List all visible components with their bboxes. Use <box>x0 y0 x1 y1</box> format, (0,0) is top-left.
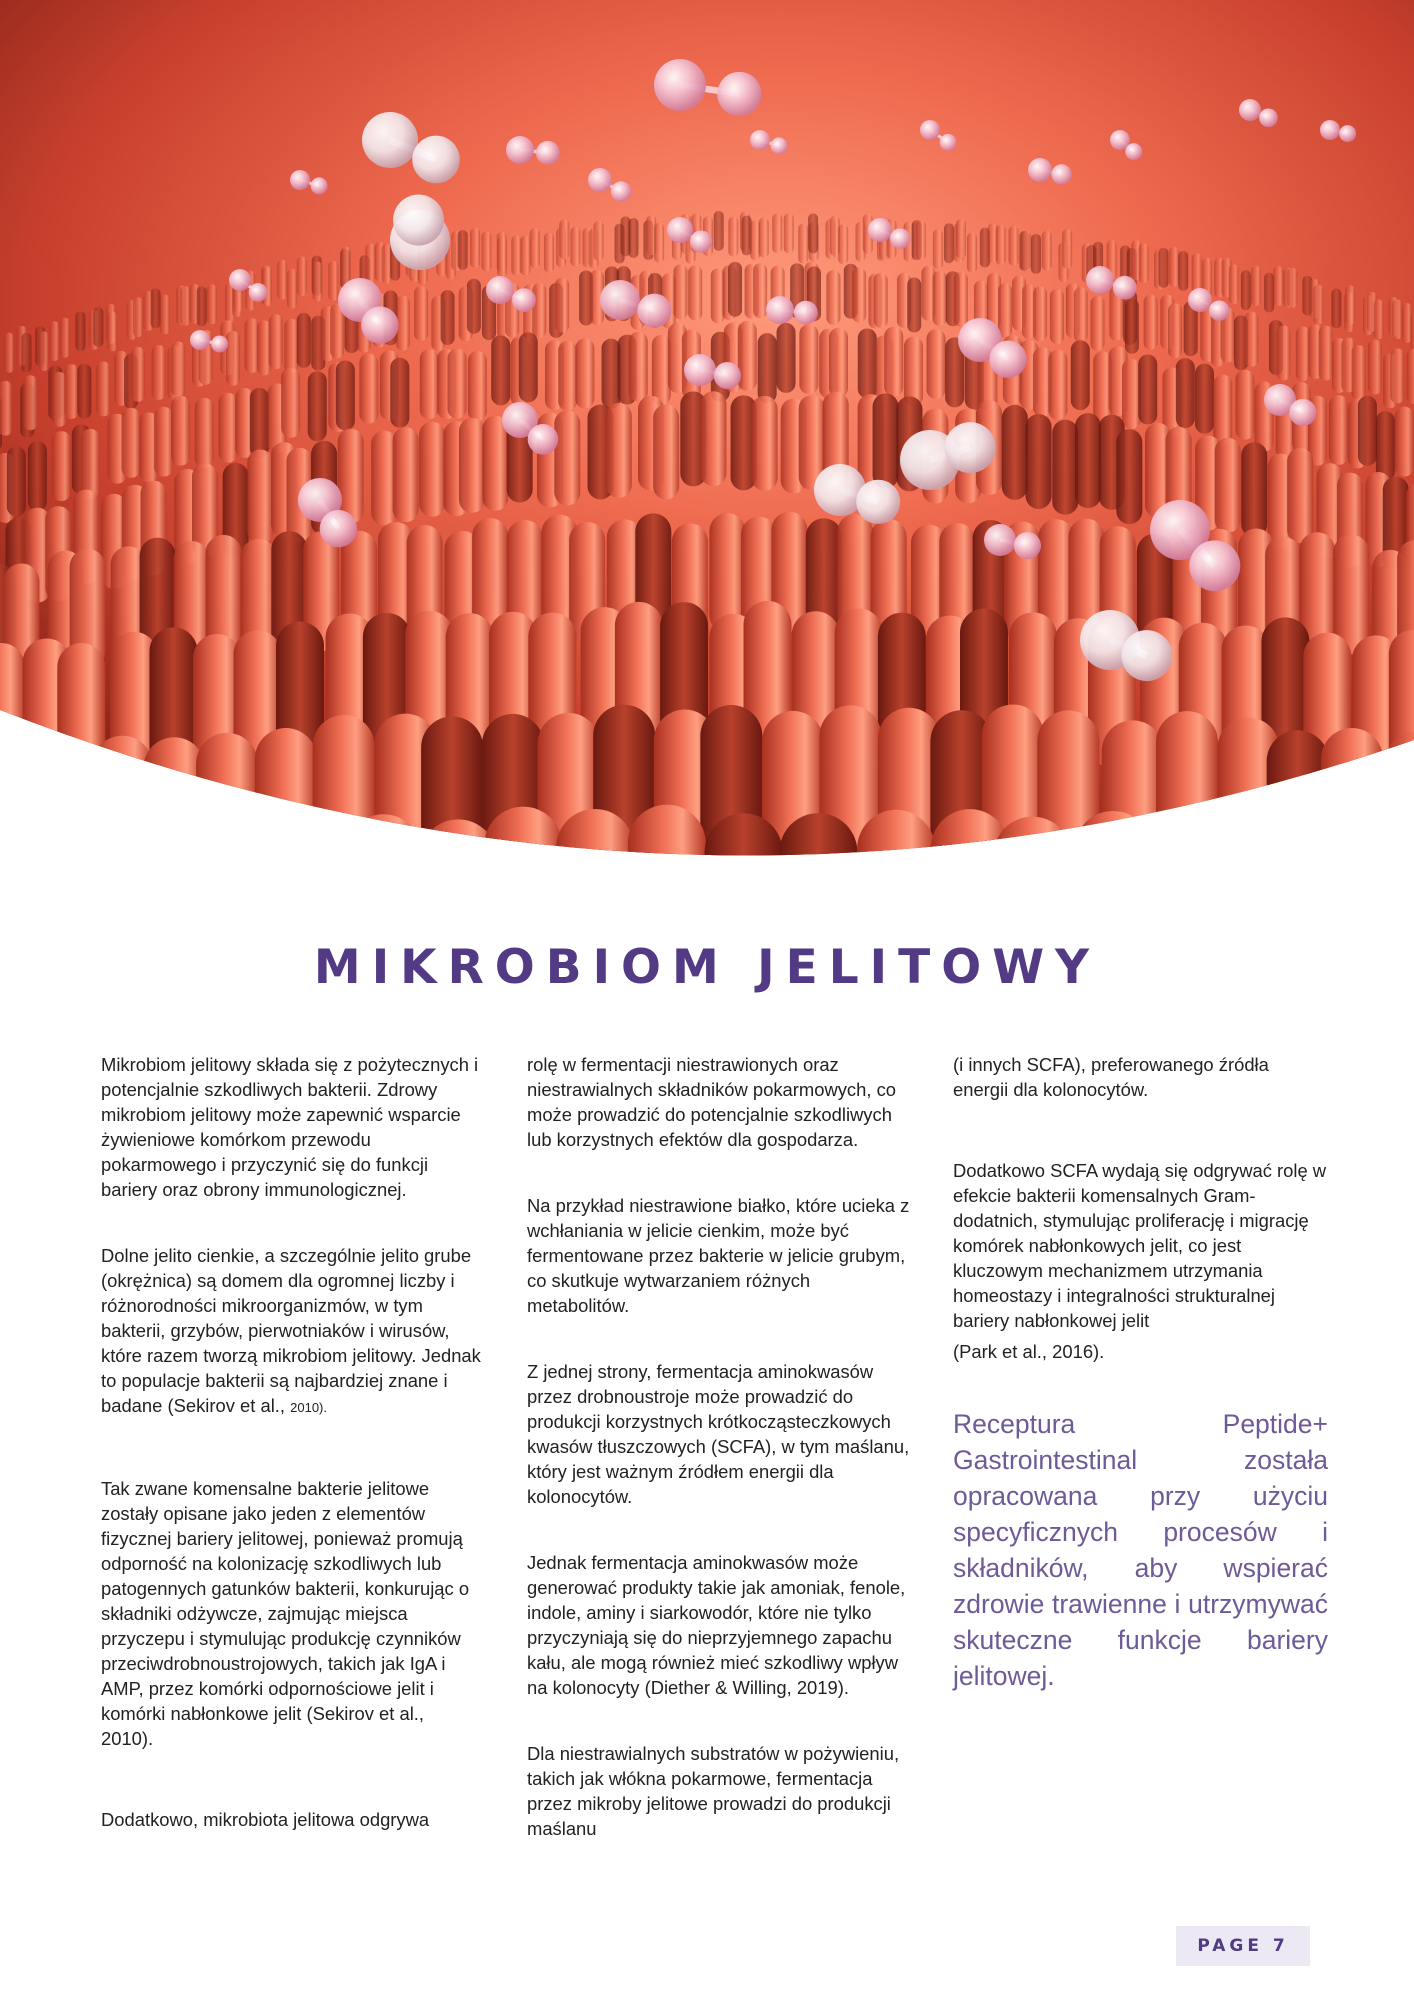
villus-shape <box>753 263 767 318</box>
molecule-atom <box>588 168 612 192</box>
villus-shape <box>519 332 538 402</box>
molecule-atom <box>1051 164 1071 184</box>
villus-shape <box>122 408 141 478</box>
villus-shape <box>1195 364 1214 434</box>
villus-shape <box>218 393 237 463</box>
villus-shape <box>107 311 117 351</box>
villus-shape <box>48 843 126 860</box>
villus-shape <box>192 824 270 860</box>
molecule-atom <box>361 306 398 343</box>
villus-shape <box>826 270 840 325</box>
molecule-atom <box>412 136 460 184</box>
molecule-atom <box>1289 399 1316 426</box>
paragraph: Dodatkowo SCFA wydają się odgrywać rolę w efekcie bakterii komensalnych Gram-dodatnich, stymulując proliferację i migrację komórek nabłonkowych jelit, co jest kluczowym mechanizmem utrzymania homeostazy i integralności strukturalnej bariery nabłonkowej jelit <box>953 1160 1327 1331</box>
page-number-badge: PAGE 7 <box>1176 1926 1310 1966</box>
villus-shape <box>1345 285 1355 325</box>
villus-shape <box>1213 823 1291 860</box>
villus-shape <box>281 368 300 438</box>
villus-shape <box>1358 396 1377 466</box>
highlight-quote: Receptura Peptide+ Gastrointestinal została opracowana przy użyciu specyficznych procesów i składników, aby wspierać zdrowie trawienne i utrzymywać skuteczne funkcje bariery jelitowej. <box>953 1409 1328 1691</box>
villus-shape <box>916 220 926 260</box>
molecule-atom <box>1121 630 1172 681</box>
villus-shape <box>1042 231 1052 271</box>
villus-shape <box>308 371 327 441</box>
villus-shape <box>944 223 954 263</box>
villus-shape <box>284 319 298 374</box>
villus-shape <box>688 265 702 320</box>
villus-shape <box>750 220 760 260</box>
villus-shape <box>419 422 445 517</box>
molecule-atom <box>211 335 228 352</box>
villus-shape <box>277 260 287 300</box>
molecule-atom <box>690 230 712 252</box>
villus-shape <box>544 233 554 273</box>
villus-shape <box>784 213 794 253</box>
villus-shape <box>1102 720 1164 860</box>
villus-shape <box>0 854 58 860</box>
molecule-atom <box>1209 300 1229 320</box>
villus-shape <box>1376 411 1395 481</box>
villus-shape <box>1364 837 1414 860</box>
villus-shape <box>907 278 921 333</box>
villus-shape <box>1321 728 1383 860</box>
villus-shape <box>91 736 153 860</box>
villus-shape <box>382 244 392 284</box>
villus-shape <box>858 328 877 398</box>
villus-shape <box>594 221 604 261</box>
villus-shape <box>1159 248 1169 288</box>
villus-shape <box>7 446 26 516</box>
villus-shape <box>555 278 569 333</box>
molecule-atom <box>940 134 957 151</box>
villus-shape <box>799 324 818 394</box>
villus-shape <box>1009 226 1019 266</box>
villus-shape <box>0 750 33 860</box>
villus-shape <box>1296 326 1310 381</box>
molecule-atom <box>600 280 640 320</box>
villus-shape <box>1062 229 1072 269</box>
villus-shape <box>1026 414 1052 509</box>
villus-shape <box>365 243 375 283</box>
villus-shape <box>1031 234 1041 274</box>
villus-shape <box>393 427 419 522</box>
villus-shape <box>468 351 487 421</box>
paragraph: Z jednej strony, fermentacja aminokwasów przez drobnoustroje może prowadzić do produkcji korzystnych krótkocząsteczkowych kwasów tłuszczowych (SCFA), w tym maślanu, który jest ważnym źródłem energii dla kolonocytów. <box>527 1361 910 1507</box>
villus-shape <box>996 225 1006 265</box>
villus-shape <box>297 256 307 296</box>
villus-shape <box>328 261 338 301</box>
villus-shape <box>1229 264 1239 304</box>
villus-shape <box>1037 710 1099 860</box>
molecule-atom <box>486 276 514 304</box>
molecule-atom <box>229 269 251 291</box>
molecule-atom <box>1113 276 1137 300</box>
villus-shape <box>558 341 577 411</box>
villus-shape <box>1048 350 1067 420</box>
villus-shape <box>1002 405 1028 500</box>
villus-shape <box>738 321 757 391</box>
molecule-atom <box>290 170 310 190</box>
paragraph: Jednak fermentacja aminokwasów może generować produkty takie jak amoniak, fenole, indole, aminy i siarkowodór, które nie tylko przyczyniają się do nieprzyjemnego zapachu kału, ale mogą również mieć szkodliwy wpływ na kolonocyty (Diether & Willing, 2019). <box>527 1552 906 1698</box>
villus-shape <box>171 341 185 396</box>
molecule-atom <box>512 288 536 312</box>
villus-shape <box>1052 420 1078 515</box>
villus-shape <box>196 733 258 860</box>
villus-shape <box>420 349 439 419</box>
villus-shape <box>467 279 481 334</box>
molecule-atom <box>1125 143 1142 160</box>
villus-shape <box>1178 251 1188 291</box>
page-title: MIKROBIOM JELITOWY <box>313 940 1101 995</box>
villus-shape <box>1156 711 1218 860</box>
villus-shape <box>414 286 428 341</box>
paragraph <box>101 1243 481 1420</box>
villus-shape <box>628 218 638 258</box>
villus-shape <box>742 216 752 256</box>
villus-shape <box>700 391 726 486</box>
villus-shape <box>57 643 105 793</box>
villus-shape <box>1192 253 1202 293</box>
villus-shape <box>927 329 946 399</box>
villus-shape <box>714 211 724 251</box>
villus-shape <box>933 229 943 269</box>
villus-shape <box>1313 285 1323 325</box>
villus-shape <box>772 213 782 253</box>
molecule-atom <box>868 218 892 242</box>
hero-image <box>0 0 1414 860</box>
molecule-atom <box>717 72 761 116</box>
molecule-atom <box>637 294 671 328</box>
villus-shape <box>1217 718 1279 860</box>
villus-shape <box>998 283 1012 338</box>
villus-shape <box>1273 266 1283 306</box>
molecule-atom <box>984 524 1016 556</box>
villus-shape <box>77 364 91 419</box>
paragraph: Na przykład niestrawione białko, które ucieka z wchłaniania w jelicie cienkim, może być fermentowane przez bakterie w jelicie grubym, co skutkuje wytwarzaniem różnych metabolitów. <box>527 1195 910 1316</box>
molecule-atom <box>1239 99 1261 121</box>
villus-shape <box>1071 340 1090 410</box>
molecule-atom <box>611 181 631 201</box>
molecule-atom <box>1086 266 1114 294</box>
molecule-atom <box>536 141 560 165</box>
paragraph: rolę w fermentacji niestrawionych oraz niestrawialnych składników pokarmowych, co może prowadzić do potencjalnie szkodliwych lub korzystnych efektów dla gospodarza. <box>527 1054 896 1150</box>
villus-shape <box>207 284 217 324</box>
molecule-atom <box>1339 125 1356 142</box>
villus-shape <box>1368 340 1382 395</box>
villus-shape <box>570 227 580 267</box>
villus-shape <box>532 283 546 338</box>
villus-shape <box>1385 731 1414 860</box>
molecule-atom <box>311 177 328 194</box>
villus-shape <box>1176 358 1195 428</box>
villus-shape <box>1144 295 1158 350</box>
paragraph: Dodatkowo, mikrobiota jelitowa odgrywa <box>101 1809 430 1830</box>
villus-shape <box>154 407 173 477</box>
villus-shape <box>60 318 70 358</box>
villus-shape <box>491 335 510 405</box>
villus-shape <box>629 332 648 402</box>
villus-shape <box>1241 270 1251 310</box>
villus-shape <box>131 347 145 402</box>
villus-shape <box>250 388 269 458</box>
villus-shape <box>313 261 323 301</box>
villus-shape <box>554 410 580 505</box>
villus-shape <box>829 328 848 398</box>
villus-shape <box>0 643 25 793</box>
villus-shape <box>873 393 899 488</box>
villus-shape <box>1125 299 1139 354</box>
villus-shape <box>1374 299 1384 339</box>
villus-shape <box>575 338 594 408</box>
villus-shape <box>1402 303 1412 343</box>
villus-shape <box>1276 326 1290 381</box>
villus-shape <box>52 372 66 427</box>
villus-shape <box>1213 375 1232 445</box>
villus-shape <box>133 297 143 337</box>
villus-shape <box>559 219 569 259</box>
molecule-atom <box>667 217 693 243</box>
villus-shape <box>336 360 355 430</box>
text-column-2 <box>527 1052 917 1882</box>
villus-shape <box>49 321 59 361</box>
paragraph-text: Dolne jelito cienkie, a szczególnie jelito grube (okrężnica) są domem dla ogromnej liczby i różnorodności mikroorganizmów, w tym bakterii, grzybów, pierwotniaków i wirusów, które razem tworzą mikrobiom jelitowy. Jednak to populacje bakterii są najbardziej znane i badane (Sekirov et al., <box>101 1245 481 1416</box>
villus-shape <box>758 333 777 403</box>
molecule-atom <box>1259 108 1278 127</box>
villus-shape <box>1168 303 1182 358</box>
villus-shape <box>197 286 207 326</box>
villus-shape <box>21 333 31 373</box>
villus-shape <box>359 354 378 424</box>
villus-shape <box>1267 730 1329 860</box>
citation: (Park et al., 2016). <box>953 1341 1105 1362</box>
villus-shape <box>521 235 531 275</box>
villus-shape <box>728 262 742 317</box>
villus-shape <box>1406 349 1414 404</box>
molecule-atom <box>393 195 444 246</box>
villus-shape <box>160 294 170 334</box>
villus-shape <box>1142 811 1220 860</box>
villus-shape <box>967 233 977 273</box>
molecule-atom <box>794 301 818 325</box>
villus-shape <box>0 381 12 436</box>
villus-shape <box>1122 359 1141 429</box>
villus-shape <box>75 311 85 351</box>
molecule-atom <box>890 228 910 248</box>
villus-shape <box>1116 429 1142 524</box>
villus-shape <box>266 827 344 860</box>
villus-shape <box>1235 370 1254 440</box>
villus-shape <box>81 429 100 499</box>
villus-shape <box>1139 243 1149 283</box>
villus-shape <box>1050 289 1064 344</box>
molecule-atom <box>1188 288 1212 312</box>
villus-shape <box>441 290 455 345</box>
villus-shape <box>497 237 507 277</box>
villus-shape <box>39 331 49 371</box>
villus-shape <box>171 396 190 466</box>
villus-shape <box>1244 312 1258 367</box>
villus-shape <box>390 358 409 428</box>
villus-shape <box>52 431 71 501</box>
villus-shape <box>1390 348 1404 403</box>
villus-shape <box>511 236 521 276</box>
villus-shape <box>852 268 866 323</box>
villus-shape <box>956 219 966 259</box>
villus-shape <box>1021 231 1031 271</box>
villus-shape <box>482 416 508 511</box>
molecule-atom <box>714 362 741 389</box>
molecule-atom <box>1189 540 1240 591</box>
villus-shape <box>64 364 78 419</box>
molecule-atom <box>190 330 210 350</box>
villus-shape <box>1287 448 1313 543</box>
molecule-atom <box>945 422 996 473</box>
villus-shape <box>1352 345 1366 400</box>
molecule-atom <box>920 120 940 140</box>
paragraph: (i innych SCFA), preferowanego źródła energii dla kolonocytów. <box>953 1054 1269 1100</box>
villus-shape <box>808 213 818 253</box>
villus-shape <box>1287 268 1297 308</box>
molecule-atom <box>989 340 1026 377</box>
villus-shape <box>245 318 259 373</box>
molecule-atom <box>766 296 794 324</box>
villus-shape <box>481 231 491 271</box>
villus-shape <box>1033 286 1047 341</box>
citation-year: 2010). <box>290 1400 328 1415</box>
villus-shape <box>777 323 796 393</box>
villus-shape <box>151 288 161 328</box>
paragraph: Dla niestrawialnych substratów w pożywieniu, takich jak włókna pokarmowe, fermentacja przez mikroby jelitowe prowadzi do produkcji maślanu <box>527 1743 900 1839</box>
villus-shape <box>1169 247 1179 287</box>
villus-shape <box>752 396 778 491</box>
molecule-atom <box>249 283 268 302</box>
molecule-atom <box>1320 120 1340 140</box>
villus-shape <box>1329 395 1348 465</box>
villus-shape <box>728 217 738 257</box>
text-column-1 <box>101 1052 481 1873</box>
villus-shape <box>1074 287 1088 342</box>
villus-shape <box>247 450 273 545</box>
text-column-3 <box>953 1052 1328 1694</box>
villus-shape <box>287 269 297 309</box>
villus-shape <box>838 224 848 264</box>
villus-shape <box>1075 413 1101 508</box>
villus-shape <box>313 715 375 860</box>
villus-shape <box>1215 438 1241 533</box>
villus-shape <box>1251 266 1261 306</box>
villus-shape <box>1319 326 1333 381</box>
villus-shape <box>195 398 214 468</box>
villus-shape <box>1294 826 1372 860</box>
villus-shape <box>35 737 97 860</box>
villus-shape <box>1331 289 1341 329</box>
villus-shape <box>4 333 14 373</box>
villus-shape <box>269 314 283 369</box>
villus-shape <box>93 307 103 347</box>
villus-shape <box>448 349 467 419</box>
molecule-atom <box>320 510 357 547</box>
villus-shape <box>226 331 240 386</box>
villus-shape <box>1264 273 1274 313</box>
villus-shape <box>530 228 540 268</box>
molecule-atom <box>1028 158 1052 182</box>
molecule-atom <box>1014 532 1041 559</box>
villus-shape <box>459 418 485 513</box>
villus-shape <box>954 272 968 327</box>
villus-shape <box>180 286 190 326</box>
villus-shape <box>798 224 808 264</box>
villus-shape <box>338 429 364 524</box>
villus-shape <box>606 403 632 498</box>
villus-shape <box>28 441 47 511</box>
villus-shape <box>874 273 888 328</box>
villus-shape <box>904 337 923 407</box>
molecule-atom <box>856 480 900 524</box>
villus-shape <box>654 223 664 263</box>
villus-shape <box>1138 354 1157 424</box>
villus-shape <box>421 716 483 860</box>
villus-shape <box>1241 442 1267 537</box>
villus-shape <box>152 345 166 400</box>
villus-shape <box>143 737 205 860</box>
molecule-atom <box>771 137 788 154</box>
molecule-atom <box>528 424 559 455</box>
villus-shape <box>759 218 769 258</box>
villus-shape <box>117 841 195 860</box>
paragraph: Mikrobiom jelitowy składa się z pożytecznych i potencjalnie szkodliwych bakterii. Zdrowy mikrobiom jelitowy może zapewnić wsparcie żywieniowe komórkom przewodu pokarmowego i przyczynić się do funkcji bariery oraz obrony immunologicznej. <box>101 1054 479 1200</box>
villus-shape <box>1411 312 1414 352</box>
molecule-atom <box>750 130 770 150</box>
villus-shape <box>653 404 679 499</box>
molecule-atom <box>362 112 418 168</box>
molecule-atom <box>506 136 534 164</box>
villus-shape <box>297 313 311 368</box>
molecule-atom <box>654 59 706 111</box>
villus-shape <box>933 271 947 326</box>
villus-shape <box>1389 630 1414 780</box>
villus-shape <box>23 375 37 430</box>
villus-shape <box>1392 299 1402 339</box>
villus-shape <box>1395 407 1414 477</box>
villus-shape <box>470 228 480 268</box>
villus-shape <box>673 264 687 319</box>
molecule-atom <box>684 354 716 386</box>
villus-shape <box>96 361 110 416</box>
villus-shape <box>255 728 317 860</box>
villus-shape <box>884 327 903 397</box>
villus-shape <box>1091 296 1105 351</box>
paragraph: Tak zwane komensalne bakterie jelitowe zostały opisane jako jeden z elementów fizycznej bariery jelitowej, ponieważ promują odporność na kolonizację szkodliwych lub patogennych gatunków bakterii, konkurując o składniki odżywcze, zajmując miejsca przyczepu i stymulując produkcję czynników przeciwdrobnoustrojowych, takich jak IgA i AMP, przez komórki odpornościowe jelit i komórki nabłonkowe jelit (Sekirov et al., 2010). <box>101 1478 470 1749</box>
villus-shape <box>458 230 468 270</box>
